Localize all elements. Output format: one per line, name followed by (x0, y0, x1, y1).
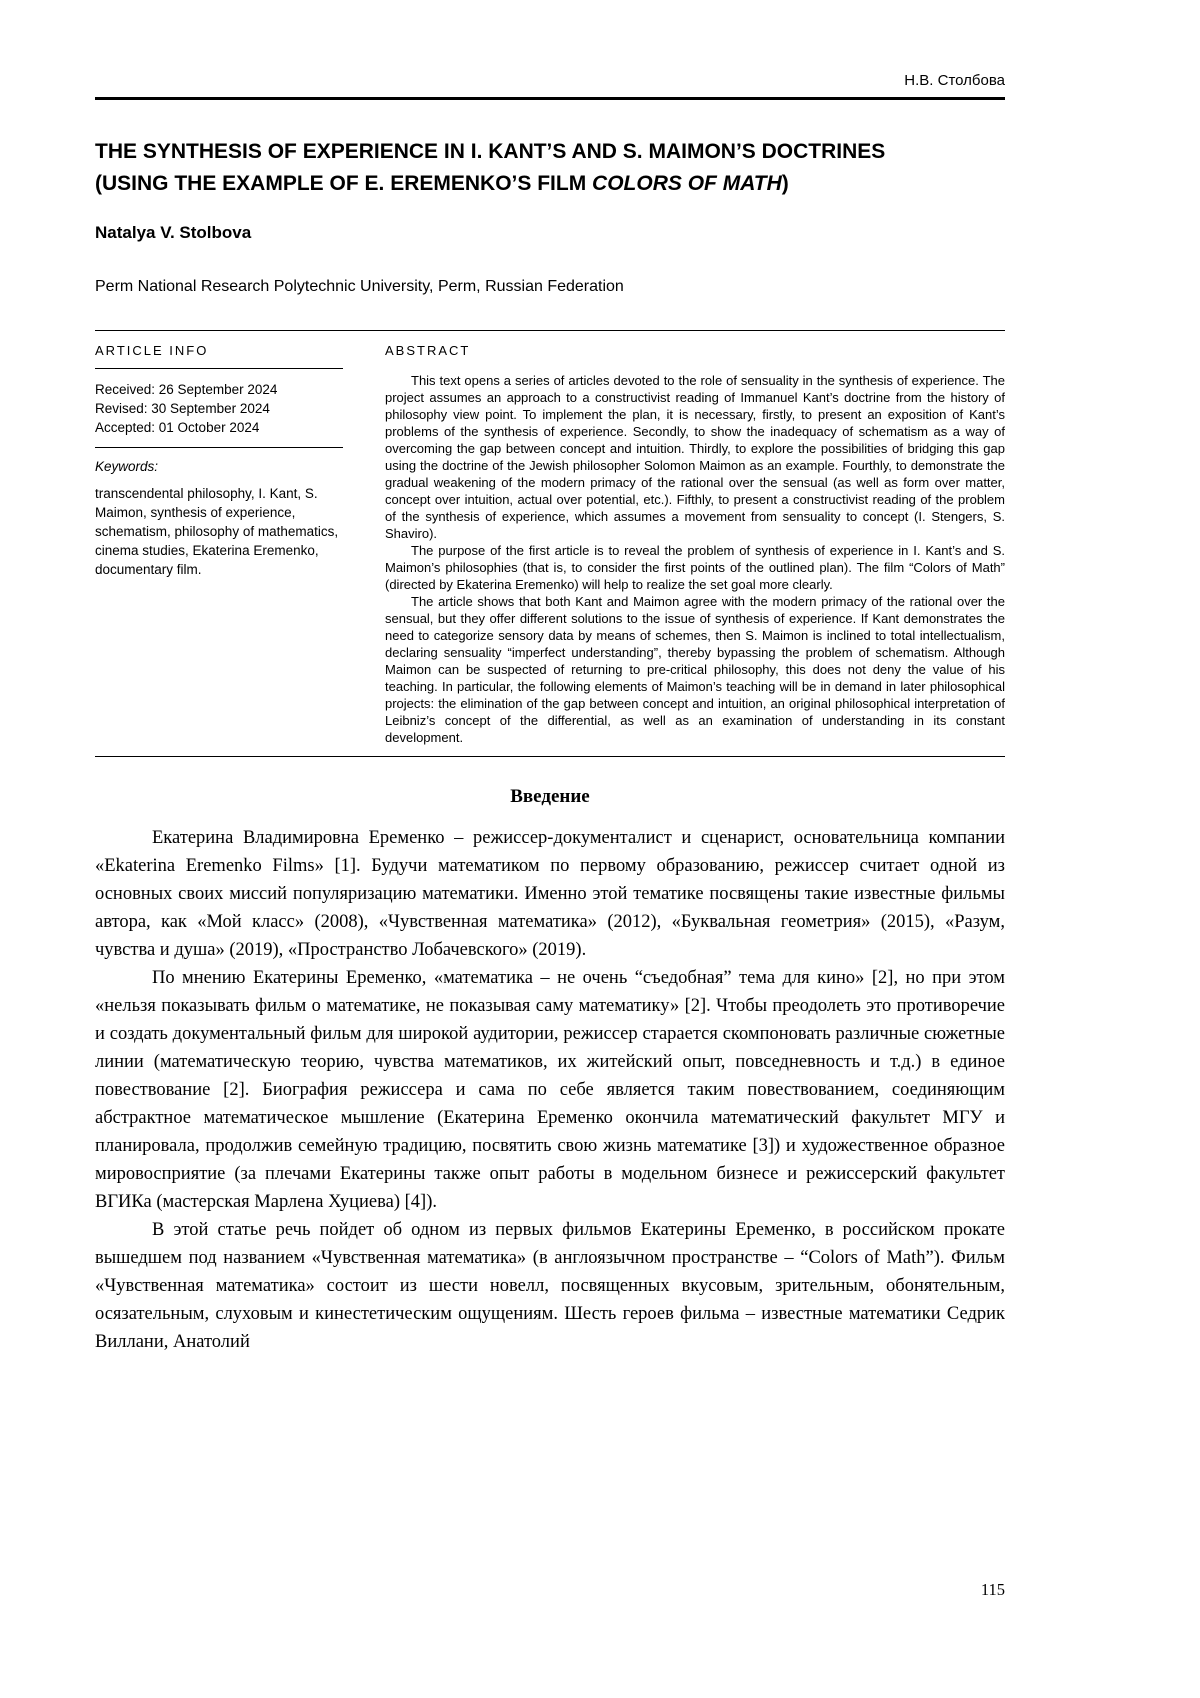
title-line2: (USING THE EXAMPLE OF E. EREMENKO’S FILM (95, 172, 593, 195)
article-info-rule (95, 368, 343, 369)
meta-top-rule (95, 330, 1005, 331)
keywords-text: transcendental philosophy, I. Kant, S. Maimon, synthesis of experience, schematism, philosophy of mathematics, cinema studies, Ekaterina Eremenko, documentary film. (95, 486, 339, 577)
affiliation: Perm National Research Polytechnic University, Perm, Russian Federation (95, 278, 624, 295)
page-number: 115 (980, 1580, 1005, 1599)
article-dates (95, 380, 343, 437)
accepted-date: Accepted: 01 October 2024 (95, 420, 260, 435)
meta-section (95, 342, 1005, 746)
author-name: Natalya V. Stolbova (95, 223, 252, 242)
body-paragraph: По мнению Екатерины Еременко, «математика – не очень “съедобная” тема для кино» [2], но при этом «нельзя показывать фильм о математике, не показывая саму математику» [2]. Чтобы преодолеть это противоречие и создать документальный фильм для широкой аудитории, режиссер старается скомпоновать различные сюжетные линии (математическую теорию, чувства математиков, их житейский опыт, повседневность и т.д.) в единое повествование [2]. Биография режиссера и сама по себе является таким повествованием, соединяющим абстрактное математическое мышление (Екатерина Еременко окончила математический факультет МГУ и планировала, продолжив семейную традицию, посвятить свою жизнь математике [3]) и художественное образное мировосприятие (за плечами Екатерины также опыт работы в модельном бизнесе и режиссерский факультет ВГИКа (мастерская Марлена Хуциева) [4]). (95, 968, 1005, 1212)
body-paragraph: Екатерина Владимировна Еременко – режиссер-документалист и сценарист, основательница компании «Ekaterina Eremenko Films» [1]. Будучи математиком по первому образованию, режиссер считает одной из основных своих миссий популяризацию математики. Именно этой тематике посвящены такие известные фильмы автора, как «Мой класс» (2008), «Чувственная математика» (2012), «Буквальная геометрия» (2015), «Разум, чувства и душа» (2019), «Пространство Лобачевского» (2019). (95, 828, 1005, 960)
abstract-paragraph: This text opens a series of articles devoted to the role of sensuality in the synthesis of experience. The project assumes an approach to a constructivist reading of Immanuel Kant’s doctrine from the history of philosophy view point. To implement the plan, it is necessary, firstly, to present an exposition of Kant’s problems of the synthesis of experience. Secondly, to show the inadequacy of schematism as a way of overcoming the gap between concept and intuition. Thirdly, to explore the possibilities of bridging this gap using the doctrine of the Jewish philosopher Solomon Maimon as an example. Fourthly, to demonstrate the gradual weakening of the modern primacy of the rational over the sensual (as well as form over matter, concept over intuition, actual over potential, etc.). Fifthly, to present a constructivist reading of the problem of the synthesis of experience, which assumes a movement from sensuality to concept (I. Stengers, S. Shaviro). (385, 373, 1005, 541)
revised-date: Revised: 30 September 2024 (95, 401, 270, 416)
title-close-paren: ) (781, 172, 789, 195)
title-film-name: COLORS OF MATH (592, 172, 782, 195)
introduction-body (95, 824, 1005, 1356)
running-head: Н.В. Столбова (904, 72, 1005, 89)
body-paragraph: В этой статье речь пойдет об одном из первых фильмов Екатерины Еременко, в российском прокате вышедшем под названием «Чувственная математика» (в англоязычном пространстве – “Colors of Math”). Фильм «Чувственная математика» состоит из шести новелл, посвященных вкусовым, зрительным, обонятельным, осязательным, слуховым и кинестетическим ощущениям. Шесть героев фильма – известные математики Седрик Виллани, Анатолий (95, 1220, 1005, 1352)
abstract-paragraph: The purpose of the first article is to reveal the problem of synthesis of experience in I. Kant’s and S. Maimon’s philosophies (that is, to consider the first points of the outlined plan). The film “Colors of Math” (directed by Ekaterina Eremenko) will help to realize the set goal more clearly. (385, 543, 1005, 592)
section-heading-introduction: Введение (510, 786, 590, 807)
article-info-header: ARTICLE INFO (95, 343, 209, 358)
received-date: Received: 26 September 2024 (95, 382, 278, 397)
keywords-rule (95, 447, 343, 448)
article-info-section (95, 342, 343, 746)
abstract-paragraph: The article shows that both Kant and Maimon agree with the modern primacy of the rational over the sensual, but they offer different solutions to the issue of synthesis of experience. If Kant demonstrates the need to categorize sensory data by means of schemes, then S. Maimon is inclined to total intellectualism, declaring sensuality “imperfect understanding”, thereby bypassing the problem of schematism. Although Maimon can be suspected of returning to pre-critical philosophy, this does not deny the value of his teaching. In particular, the following elements of Maimon’s teaching will be in demand in later philosophical projects: the elimination of the gap between concept and intuition, an original philosophical interpretation of Leibniz’s concept of the differential, as well as an examination of understanding in its constant development. (385, 594, 1005, 745)
abstract-header: ABSTRACT (385, 343, 471, 358)
keywords-label: Keywords: (95, 459, 159, 474)
article-title (95, 136, 1005, 200)
title-line1: THE SYNTHESIS OF EXPERIENCE IN I. KANT’S AND S. MAIMON’S DOCTRINES (95, 140, 886, 163)
meta-bottom-rule (95, 756, 1005, 757)
header-rule (95, 97, 1005, 100)
abstract-section (385, 342, 1005, 746)
